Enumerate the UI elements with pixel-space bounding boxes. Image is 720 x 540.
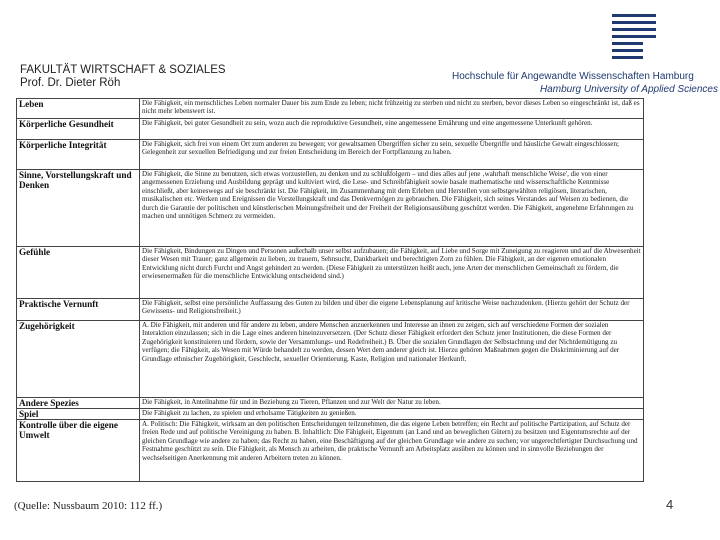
capability-description: Die Fähigkeit, in Anteilnahme für und in Beziehung zu Tieren, Pflanzen und zur Welt der Natur zu leben.: [140, 398, 644, 409]
table-row: [17, 170, 644, 247]
institution-name: FAKULTÄT WIRTSCHAFT & SOZIALES: [20, 64, 226, 76]
capabilities-table: [16, 98, 644, 482]
source-citation: (Quelle: Nussbaum 2010: 112 ff.): [14, 500, 163, 512]
capability-description: Die Fähigkeit, bei guter Gesundheit zu sein, wozu auch die reproduktive Gesundheit, eine angemessene Ernährung und eine angemessene Unterkunft gehören.: [140, 119, 644, 140]
table-row: [17, 247, 644, 299]
capability-name: Leben: [17, 99, 140, 119]
header-left: [20, 64, 226, 90]
capability-name: Sinne, Vorstellungskraft und Denken: [17, 170, 140, 247]
capability-name: Praktische Vernunft: [17, 299, 140, 321]
capability-description: A. Politisch: Die Fähigkeit, wirksam an den politischen Entscheidungen teilzunehmen, die das eigene Leben betreffen; ein Recht auf politische Partizipation, auf Schutz der freien Rede und auf politische Vereinigung zu haben. B. Inhaltlich: Die Fähigkeit, Eigentum (an Land und an beweglichen Gütern) zu besitzen und Eigentumsrechte auf der gleichen Grundlage wie andere zu haben; das Recht zu haben, eine Beschäftigung auf der gleichen Grundlage wie andere zu suchen; vor ungerechtfertigter Durchsuchung und Festnahme geschützt zu sein. Die Fähigkeit, als Mensch zu arbeiten, die praktische Vernunft am Arbeitsplatz ausüben zu können und in sinnvolle Beziehungen der wechselseitigen Anerkennung mit anderen Arbeitern treten zu können.: [140, 420, 644, 482]
table-row: [17, 321, 644, 398]
capability-name: Körperliche Integrität: [17, 140, 140, 170]
page-number: 4: [666, 497, 674, 512]
capability-name: Zugehörigkeit: [17, 321, 140, 398]
capability-name: Spiel: [17, 409, 140, 420]
logo-text: [452, 70, 718, 96]
capability-description: Die Fähigkeit zu lachen, zu spielen und erholsame Tätigkeiten zu genießen.: [140, 409, 644, 420]
table-row: [17, 140, 644, 170]
capability-name: Kontrolle über die eigene Umwelt: [17, 420, 140, 482]
logo-line-english: Hamburg University of Applied Sciences: [539, 84, 718, 95]
capability-name: Andere Spezies: [17, 398, 140, 409]
capability-description: Die Fähigkeit, die Sinne zu benutzen, sich etwas vorzustellen, zu denken und zu schlußfolgern – und dies alles auf jene ‚wahrhaft menschliche Weise', die von einer angemessenen Erziehung und Ausbildung geprägt und kultiviert wird, die Lese- und Schreibfähigkeit sowie basale mathematische und wissenschaftliche Kenntnisse einschließt, aber keineswegs auf sie beschränkt ist. Die Fähigkeit, im Zusammenhang mit dem Erleben und Herstellen von selbstgewählten religiösen, literarischen, musikalischen etc. Werken und Ereignissen die Vorstellungskraft und das Denkvermögen zu gebrauchen. Die Fähigkeit, sich seines Verstandes auf Weisen zu bedienen, die durch die Garantie der politischen und künstlerischen Meinungsfreiheit und der Freiheit der Religionsausübung geschützt werden. Die Fähigkeit, angenehme Erfahrungen zu machen und unnötigen Schmerz zu vermeiden.: [140, 170, 644, 247]
capability-description: Die Fähigkeit, selbst eine persönliche Auffassung des Guten zu bilden und über die eigene Lebensplanung auf kritische Weise nachzudenken. (Hierzu gehört der Schutz der Gewissens- und Religionsfreiheit.): [140, 299, 644, 321]
capability-description: A. Die Fähigkeit, mit anderen und für andere zu leben, andere Menschen anzuerkennen und Interesse an ihnen zu zeigen, sich auf verschiedene Formen der sozialen Interaktion einzulassen; sich in die Lage eines anderen hineinzuversetzen. (Der Schutz dieser Fähigkeit erfordert den Schutz jener Institutionen, die diese Formen der Zugehörigkeit konstituieren und fördern, sowie der Versammlungs- und Redefreiheit.) B. Über die sozialen Grundlagen der Selbstachtung und der Nichtdemütigung zu verfügen; die Fähigkeit, als Wesen mit Würde behandelt zu werden, dessen Wert dem anderer gleich ist. Hierzu gehören Maßnahmen gegen die Diskriminierung auf der Grundlage ethnischer Zugehörigkeit, Geschlecht, sexueller Orientierung, Kaste, Religion und nationaler Herkunft.: [140, 321, 644, 398]
capability-description: Die Fähigkeit, ein menschliches Leben normaler Dauer bis zum Ende zu leben; nicht frühzeitig zu sterben und nicht zu sterben, bevor dieses Leben so eingeschränkt ist, daß es nicht mehr lebenswert ist.: [140, 99, 644, 119]
table-row: [17, 99, 644, 119]
capability-description: Die Fähigkeit, sich frei von einem Ort zum anderen zu bewegen; vor gewaltsamen Übergriffen sicher zu sein, sexuelle Übergriffe und häusliche Gewalt eingeschlossen; Gelegenheit zur sexuellen Befriedigung und zur freien Entscheidung im Bereich der Fortpflanzung zu haben.: [140, 140, 644, 170]
capability-name: Gefühle: [17, 247, 140, 299]
logo-line-german: Hochschule für Angewandte Wissenschaften Hamburg: [452, 71, 694, 82]
logo-bars-icon: [612, 14, 656, 63]
table-row: [17, 420, 644, 482]
table-row: [17, 409, 644, 420]
capability-name: Körperliche Gesundheit: [17, 119, 140, 140]
author-name: Prof. Dr. Dieter Röh: [20, 77, 121, 89]
table-row: [17, 398, 644, 409]
table-row: [17, 119, 644, 140]
capability-description: Die Fähigkeit, Bindungen zu Dingen und Personen außerhalb unser selbst aufzubauen; die Fähigkeit, auf Liebe und Sorge mit Zuneigung zu reagieren und auf die Abwesenheit dieser Wesen mit Trauer; ganz allgemein zu lieben, zu trauern, Sehnsucht, Dankbarkeit und berechtigten Zorn zu fühlen. Die Fähigkeit, an der eigenen emotionalen Entwicklung nicht durch Furcht und Angst gehindert zu werden. (Diese Fähigkeit zu unterstützen heißt auch, jene Arten der menschlichen Gemeinschaft zu fördern, die erwiesenermaßen für die menschliche Entwicklung entscheidend sind.): [140, 247, 644, 299]
table-row: [17, 299, 644, 321]
